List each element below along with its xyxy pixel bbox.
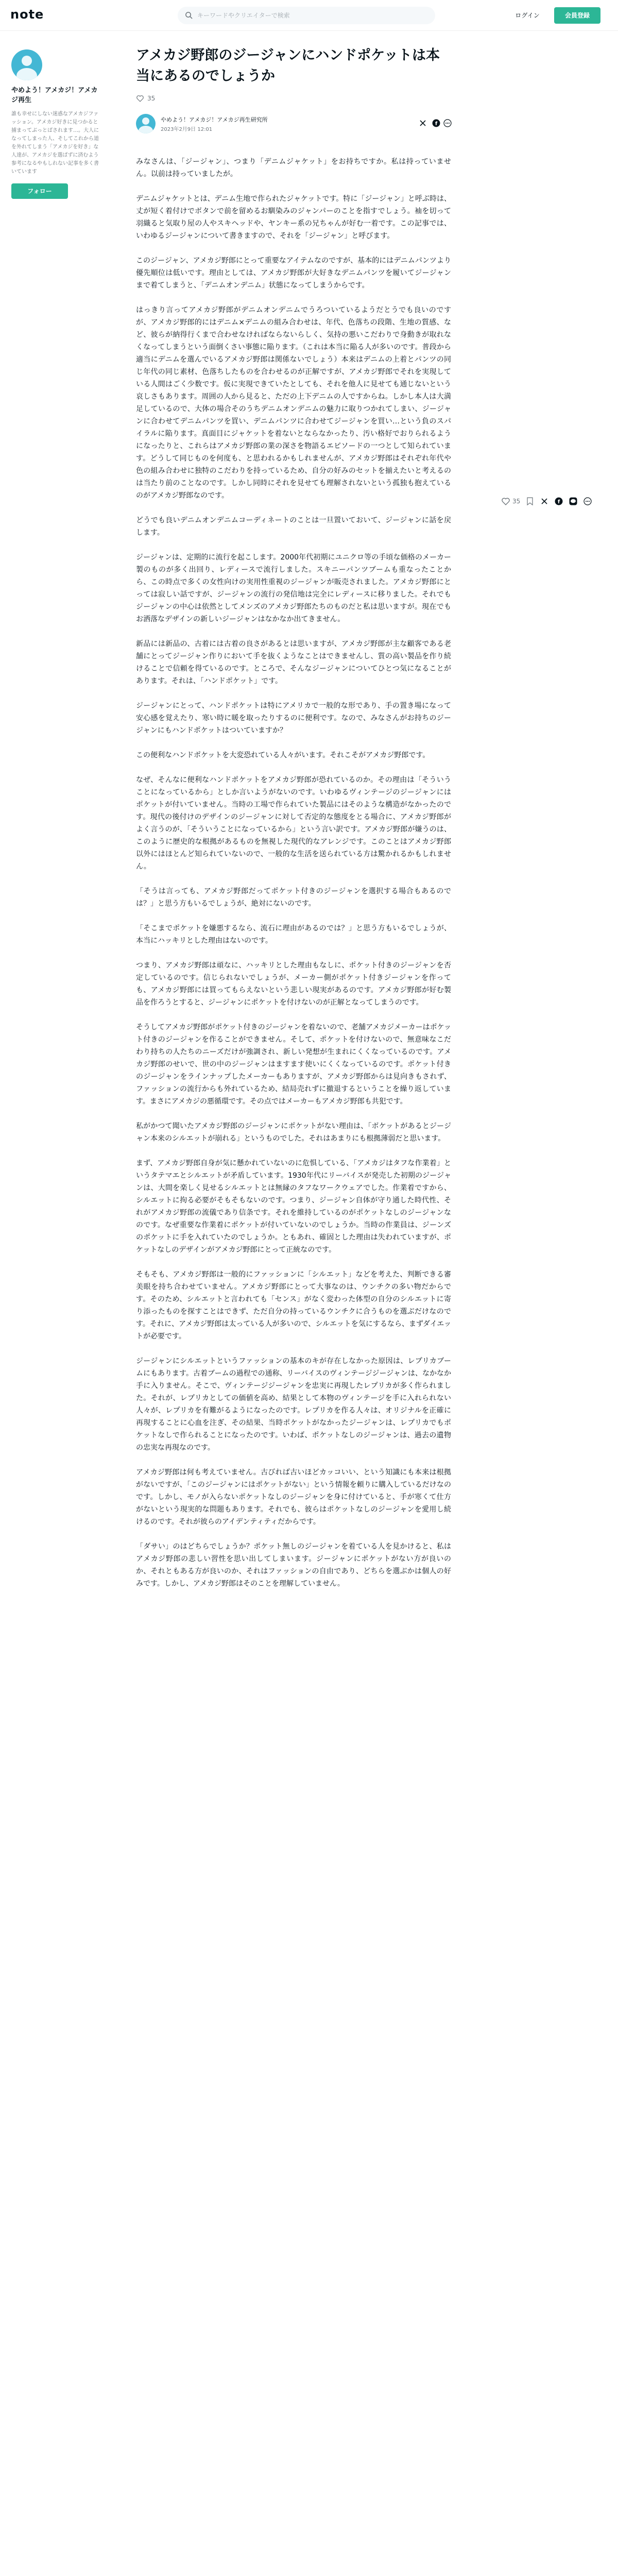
search-icon xyxy=(185,11,193,19)
facebook-share-icon[interactable] xyxy=(432,118,441,128)
author-name[interactable]: やめよう！アメカジ！アメカジ再生 xyxy=(11,87,98,104)
more-icon[interactable] xyxy=(443,118,452,128)
login-button[interactable]: ログイン xyxy=(515,12,540,19)
follow-label: フォロー xyxy=(27,188,52,195)
paragraph: なぜ、そんなに便利なハンドポケットをアメカジ野郎が恐れているのか。その理由は「そういうことになっているから」としか言いようがないのです。いわゆるヴィンテージのジージャンにはポケットが付いていません。当時の工場で作られていた製品にはそのような構造がなかったのです。現代の後付けのデザインのジージャンに対して否定的な態度をとる場合に、アメカジ野郎がよく言うのが、「そういうことになっているから」という言い訳です。アメカジ野郎が嫌うのは、このように歴史的な根拠があるものを無視した現代的なアレンジです。このことはアメカジ野郎以外にはほとんど知られていないので、一般的な生活を送られている方は驚かれるかもしれません。 xyxy=(136,776,451,871)
paragraph: そうしてアメカジ野郎がポケット付きのジージャンを着ないので、老舗アメカジメーカーはポケット付きのジージャンを作ることができません。そして、ポケットを付けないので、無意味なこだわり持ちの人たちのニーズだけが強調され、新しい発想が生まれにくくなっているのです。アメカジ野郎のせいで、世の中のジージャンはますます使いにくくなっているのです。ポケット付きのジージャンをラインナップしたメーカーもありますが、アメカジ野郎からは見向きもされず、ファッションの流行からも外れているため、結局売れずに撤退するということを繰り返しています。まさにアメカジの悪循環です。その点ではメーカーもアメカジ野郎も共犯です。 xyxy=(136,1023,451,1106)
paragraph: デニムジャケットとは、デニム生地で作られたジャケットです。特に「ジージャン」と呼ぶ時は、丈が短く着付けでボタンで前を留めるお馴染みのジャンパーのことを指すでしょう。袖を切って羽織ると気取り屋の人やスキヘッドや、ヤンキー系の兄ちゃんが好む一着です。この記事では、いわゆるジージャンについて書きますので、それを「ジージャン」と呼びます。 xyxy=(136,195,451,240)
author-sidebar xyxy=(11,49,99,199)
paragraph: みなさんは、「ジージャン」、つまり「デニムジャケット」をお持ちですか。私は持っていません。以前は持っていましたが。 xyxy=(136,158,451,178)
author-avatar[interactable] xyxy=(11,49,42,80)
meta-author-name[interactable]: やめよう！アメカジ！アメカジ再生研究所 xyxy=(161,116,268,123)
paragraph: 私がかつて聞いたアメカジ野郎のジージャンにポケットがない理由は、「ボケットがあるとジージャン本来のシルエットが崩れる」というものでした。それはあまりにも根拠薄弱だと思います。 xyxy=(136,1122,451,1143)
paragraph: 新品には新品の、古着には古着の良さがあるとは思いますが、アメカジ野郎が主な顧客である老舗にとってジージャン作りにおいて手を抜くようなことはできませんし、質の高い製品を作り続けることで信頼を得ているのです。ところで、そんなジージャンについてひとつ気になることがあります。それは、「ハンドポケット」です。 xyxy=(136,640,451,685)
paragraph: 「そこまでポケットを嫌悪するなら、流石に理由があるのでは？」と思う方もいるでしょうが、本当にハッキリとした理由はないのです。 xyxy=(136,924,451,945)
svg-text:f: f xyxy=(558,499,560,505)
paragraph: はっきり言ってアメカジ野郎がデニムオンデニムでうろついているようだとうでも良いのですが、アメカジ野郎的にはデニム×デニムの組み合わせは、年代、色落ちの段階、生地の質感、など、彼らが納得行くまで合わせなければならないらしく、気持の悪いこだわりで身動きが取れなくなってしまうという面倒くさい事態に陥ります。（これは本当に陥る人が多いのです。普段から適当にデニムを選んでいるアメカジ野郎は関係ないでしょう）本来はデニムの上着とパンツの同じ年代の同じ素材、色落ちしたものを合わせるのが正解ですが、アメカジ野郎でそれを実現している人間はごく少数です。仮に実現できていたとしても、それを他人に見せても通じないという哀しさもあります。周囲の人から見ると、ただの上下デニムの人ですからね。しかし本人は大満足しているので、大体の場合そのうちデニムオンデニムの魅力に取りつかれてしまい、ジージャンに合わせてデニムパンツを買い、デニムパンツに合わせてジージャンを買い…という負のスパイラルに陥ります。真面目にジャケットを着ないとならなかったり、汚い格好でおりられるようになったりと、これらはアメカジ野郎の業の深さを物語るエピソードの一つとして知られています。どうして同じものを何度も、と思われるかもしれませんが、アメカジ野郎はそれぞれ年代や色の組み合わせに独特のこだわりを持っているため、自分の好みのセットを揃えたいと考えるのは当たり前のことなのです。しかし同時にそれを見せても理解されないという孤独も抱えているのがアメカジ野郎なのです。 xyxy=(136,306,451,500)
heart-icon[interactable] xyxy=(136,94,144,103)
site-header xyxy=(0,0,618,31)
facebook-share-icon[interactable] xyxy=(554,497,563,506)
bookmark-icon[interactable] xyxy=(525,497,535,506)
paragraph: そもそも、アメカジ野郎は一般的にファッションに「シルエット」などを考えた、判断できる審美眼を持ち合わせていません。アメカジ野郎にとって大事なのは、ウンチクの多い物だからです。そのため、シルエットと言われても「センス」がなく変わった体型の自分のシルエットに寄り添ったものを探すことはできず、ただ自分の持っているウンチクに合うものを選ぶだけなのです。それに、アメカジ野郎は太っている人が多いので、シルエットを気にするなら、まずダイエットが必要です。 xyxy=(136,1270,451,1341)
paragraph: 「そうは言っても、アメカジ野郎だってポケット付きのジージャンを選択する場合もあるのでは？」と思う方もいるでしょうが、絶対にないのです。 xyxy=(136,887,451,908)
paragraph: ジージャンは、定期的に流行を起こします。2000年代初期にユニクロ等の手頃な価格のメーカー製のものが多く出回り、レディースで流行しました。スキニーパンツブームも重なったことから、この時点で多くの女性向けの実用性重視のジージャンが販売されました。アメカジ野郎にとっては寂しい話ですが、ジージャンの流行の発信地は完全にレディースに移りました。それでもジージャンの中心は依然としてメンズのアメカジ野郎たちのものだと私は思いますが。現在でもお洒落なデザインの新しいジージャンはなかなか出てきません。 xyxy=(136,553,451,623)
signup-button[interactable]: 会員登録 xyxy=(554,7,600,24)
paragraph: ジージャンにシルエットというファッションの基本のキが存在しなかった原因は、レプリカブームにもあります。古着ブームの過程での通称、リーバイスのヴィンテージジージャンは、なかなか手に入りません。そこで、ヴィンテージジージャンを忠実に再現したレプリカが多く作られました。それが、レプリカとしての価値を高め、結果として本物のヴィンテージを手に入れられない人々が、レプリカを有難がるようになったのです。レプリカを作る人々は、オリジナルを正確に再現することに心血を注ぎ、その結果、当時ポケットがなかったジージャンは、レプリカでもポケットなしで作られることになったのです。いわば、ポケットなしのジージャンは、過去の遺物の忠実な再現なのです。 xyxy=(136,1357,451,1452)
svg-text:f: f xyxy=(435,121,438,127)
floating-action-bar xyxy=(501,494,609,509)
article-meta xyxy=(136,112,451,135)
paragraph: ジージャンにとって、ハンドポケットは特にアメリカで一般的な形であり、手の置き場になって安心感を覚えたり、寒い時に暖を取ったりするのに便利です。なので、みなさんがお持ちのジージャンにもハンドポケットはついていますか？ xyxy=(136,702,451,735)
author-avatar-small[interactable] xyxy=(136,114,156,133)
search-bar[interactable] xyxy=(178,7,435,24)
follow-button[interactable] xyxy=(11,183,68,199)
more-icon[interactable] xyxy=(583,497,592,506)
heart-icon xyxy=(501,497,510,506)
x-share-icon[interactable] xyxy=(540,497,549,506)
article-body xyxy=(136,156,451,1590)
search-input[interactable] xyxy=(197,10,424,21)
like-count: 35 xyxy=(147,95,156,102)
paragraph: つまり、アメカジ野郎は頑なに、ハッキリとした理由もなしに、ポケット付きのジージャンを否定しているのです。信じられないでしょうが、メーカー側がポケット付きジージャンを作っても、アメカジ野郎には買ってもらえないという悲しい現実があるのです。アメカジ野郎が好む製品を作ろうとすると、ジージャンにポケットを付けないのが正解となってしまうのです。 xyxy=(136,961,451,1007)
paragraph: この便利なハンドポケットを大変恐れている人々がいます。それこそがアメカジ野郎です。 xyxy=(136,751,430,759)
paragraph: どうでも良いデニムオンデニムコーディネートのことは一旦置いておいて、ジージャンに話を戻します。 xyxy=(136,516,451,537)
publish-date: 2023年2月9日 12:01 xyxy=(161,127,213,132)
article xyxy=(136,45,451,1602)
article-title: アメカジ野郎のジージャンにハンドポケットは本当にあるのでしょうか xyxy=(136,47,440,84)
line-share-icon[interactable] xyxy=(569,497,578,506)
paragraph: まず、アメカジ野郎自身が気に懸かれていないのに危惧している、「アメカジはタフな作業着」というタテマエとシルエットが矛盾しています。1930年代にリーバイスが発売した初期のジージャンは、大間を楽しく見せるシルエットとは無縁のタフなワークウェアでした。作業着ですから、シルエットに拘る必要がそもそもないのです。つまり、ジージャン自体が守り通した時代性、それがアメカジ野郎の流儀であり信条です。それを維持しているのがポケットなしのジージャンなのです。なぜ重要な作業着にポケットが付いていないのでしょうか。当時の作業員は、ジーンズのポケットに手を入れていたのでしょうか。ともあれ、確固とした理由は失われていますが、ポケットなしのデザインがアメカジ野郎にとって正統なのです。 xyxy=(136,1159,451,1254)
x-share-icon[interactable] xyxy=(418,118,427,128)
like-row xyxy=(136,93,451,104)
like-action-count: 35 xyxy=(512,498,521,505)
author-description: 誰も幸せにしない迷惑なアメカジファッション。アメカジ好きに見つかると捕まってぶっとばされます…。大人になってしまった人、そしてこれから道を外れてしまう「アメカジを好き」な人達が、アメカジを選ばずに済むよう参考になるやもしれない記事を多く書いています xyxy=(11,111,99,175)
like-action[interactable] xyxy=(501,497,520,506)
paragraph: このジージャン、アメカジ野郎にとって重要なアイテムなのですが、基本的にはデニムパンツより優先順位は低いです。理由としては、アメカジ野郎が大好きなデニムパンツを履いてジージャンまで着てしまうと、「デニムオンデニム」状態になってしまうからです。 xyxy=(136,257,451,290)
paragraph: アメカジ野郎は何も考えていません。古びれば古いほどカッコいい、という知識にも本来は根拠がないですが、「このジージャンにはポケットがない」という情報を頼りに購入しているだけなのです。しかし、モノが入らないポケットなしのジージャンを身に付けていると、手が寒くて仕方がないという現実的な問題もあります。それでも、彼らはポケットなしのジージャンを愛用し続けるのです。それが彼らのアイデンティティだからです。 xyxy=(136,1468,451,1526)
note-logo[interactable]: note xyxy=(10,7,44,22)
paragraph: 「ダサい」のはどちらでしょうか？ポケット無しのジージャンを着ている人を見かけると、私はアメカジ野郎の悲しい習性を思い出してしまいます。ジージャンにポケットがない方が良いのか、それともある方が良いのか、それはファッションの自由であり、どちらを選ぶかは個人の好みです。しかし、アメカジ野郎はそのことを理解していません。 xyxy=(136,1543,451,1588)
